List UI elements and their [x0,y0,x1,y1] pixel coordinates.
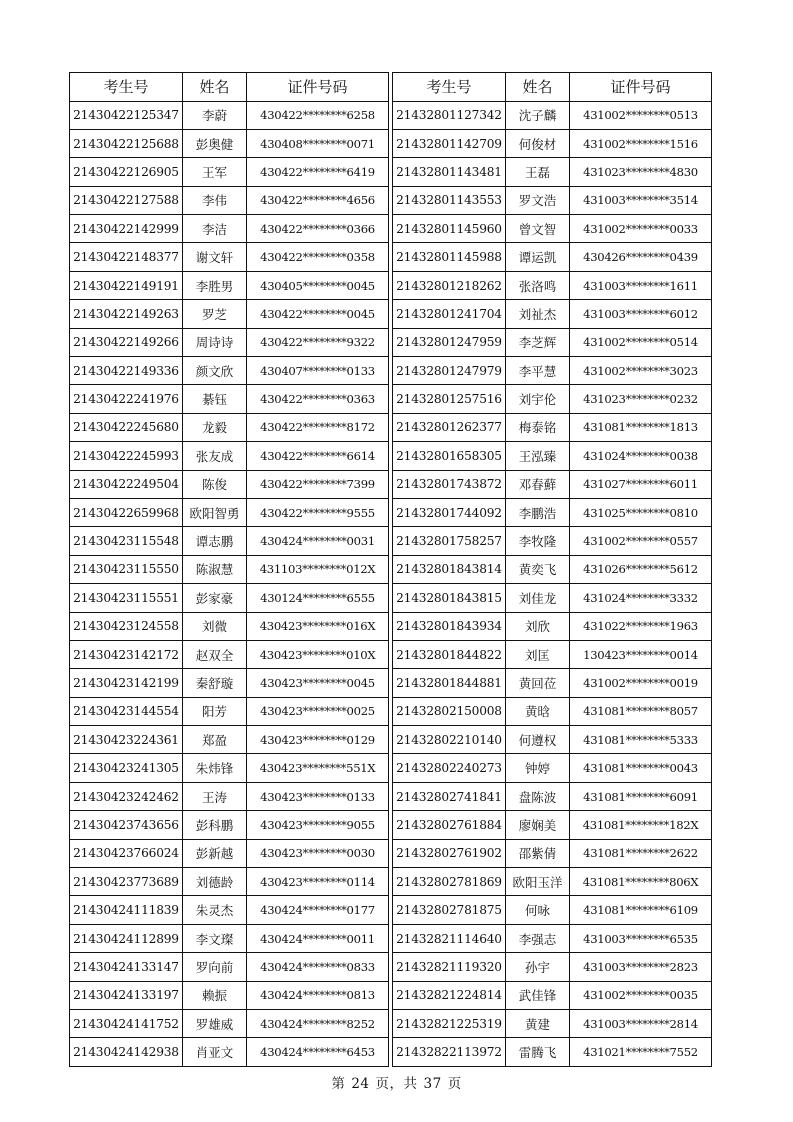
left-name-cell: 欧阳智勇 [183,498,247,526]
candidate-table-wrap [69,72,711,1067]
left-id-no-cell: 430422********6258 [247,101,389,129]
table-row [70,697,712,725]
right-name-cell: 李牧隆 [506,527,570,555]
right-name-cell: 谭运凯 [506,243,570,271]
right-name-cell: 邵紫倩 [506,839,570,867]
right-id-no-cell: 431081********6091 [570,782,712,810]
table-row [70,868,712,896]
footer-middle: 页，共 [375,1076,418,1092]
table-row [70,811,712,839]
right-name-cell: 武佳锋 [506,981,570,1009]
table-row [70,612,712,640]
right-name-cell: 邓春蘚 [506,470,570,498]
left-exam-no-cell: 21430423142199 [70,669,183,697]
right-exam-no-cell: 21432801743872 [393,470,506,498]
table-row [70,101,712,129]
left-exam-no-cell: 21430423766024 [70,839,183,867]
left-exam-no-cell: 21430422125688 [70,129,183,157]
right-name-cell: 刘祉杰 [506,300,570,328]
footer-current-page: 24 [351,1076,370,1092]
left-id-no-cell: 430424********0813 [247,981,389,1009]
left-exam-no-cell: 21430423124558 [70,612,183,640]
left-exam-no-cell: 21430422149191 [70,271,183,299]
right-name-cell: 李平慧 [506,357,570,385]
left-id-no-cell: 430423********0129 [247,726,389,754]
left-id-no-cell: 430422********0045 [247,300,389,328]
right-exam-no-cell: 21432821224814 [393,981,506,1009]
right-name-cell: 廖娴美 [506,811,570,839]
left-exam-no-cell: 21430422126905 [70,158,183,186]
table-row [70,640,712,668]
header-name-right: 姓名 [506,73,570,102]
right-id-no-cell: 431081********6109 [570,896,712,924]
left-exam-no-cell: 21430422149266 [70,328,183,356]
right-id-no-cell: 431022********1963 [570,612,712,640]
left-name-cell: 李胜男 [183,271,247,299]
right-name-cell: 黄晗 [506,697,570,725]
right-exam-no-cell: 21432801143553 [393,186,506,214]
left-id-no-cell: 430424********0177 [247,896,389,924]
left-name-cell: 彭奥健 [183,129,247,157]
left-name-cell: 李文璨 [183,924,247,952]
left-name-cell: 阳芳 [183,697,247,725]
table-row [70,1038,712,1066]
right-exam-no-cell: 21432801257516 [393,385,506,413]
right-exam-no-cell: 21432802761902 [393,839,506,867]
left-id-no-cell: 430422********4656 [247,186,389,214]
table-row [70,839,712,867]
table-row [70,953,712,981]
right-name-cell: 罗文浩 [506,186,570,214]
left-name-cell: 彭家豪 [183,584,247,612]
left-exam-no-cell: 21430423144554 [70,697,183,725]
right-name-cell: 雷腾飞 [506,1038,570,1066]
right-id-no-cell: 431002********0513 [570,101,712,129]
right-exam-no-cell: 21432801247959 [393,328,506,356]
right-exam-no-cell: 21432801218262 [393,271,506,299]
left-exam-no-cell: 21430422659968 [70,498,183,526]
right-id-no-cell: 431003********6012 [570,300,712,328]
left-exam-no-cell: 21430423224361 [70,726,183,754]
right-exam-no-cell: 21432802761884 [393,811,506,839]
right-name-cell: 盘陈波 [506,782,570,810]
right-name-cell: 黄建 [506,1010,570,1038]
right-name-cell: 李芝辉 [506,328,570,356]
right-id-no-cell: 430426********0439 [570,243,712,271]
right-name-cell: 刘欣 [506,612,570,640]
table-row [70,357,712,385]
right-id-no-cell: 431026********5612 [570,555,712,583]
left-exam-no-cell: 21430423115550 [70,555,183,583]
left-name-cell: 罗芝 [183,300,247,328]
right-id-no-cell: 431081********182X [570,811,712,839]
right-name-cell: 何咏 [506,896,570,924]
right-id-no-cell: 431002********0514 [570,328,712,356]
table-body [70,101,712,1066]
header-exam-no-right: 考生号 [393,73,506,102]
left-exam-no-cell: 21430423242462 [70,782,183,810]
left-id-no-cell: 430424********0031 [247,527,389,555]
right-id-no-cell: 431081********8057 [570,697,712,725]
table-row [70,1010,712,1038]
right-exam-no-cell: 21432801145960 [393,215,506,243]
table-row [70,215,712,243]
header-name-left: 姓名 [183,73,247,102]
right-exam-no-cell: 21432801843934 [393,612,506,640]
right-name-cell: 何遵权 [506,726,570,754]
right-name-cell: 曾文智 [506,215,570,243]
left-name-cell: 王涛 [183,782,247,810]
table-row [70,896,712,924]
left-name-cell: 颜文欣 [183,357,247,385]
right-id-no-cell: 431025********0810 [570,498,712,526]
left-id-no-cell: 430423********010X [247,640,389,668]
table-row [70,186,712,214]
left-exam-no-cell: 21430423773689 [70,868,183,896]
left-id-no-cell: 430424********6453 [247,1038,389,1066]
right-id-no-cell: 431024********0038 [570,442,712,470]
left-id-no-cell: 430424********0011 [247,924,389,952]
right-exam-no-cell: 21432802781869 [393,868,506,896]
left-id-no-cell: 430422********0366 [247,215,389,243]
right-name-cell: 刘宇伦 [506,385,570,413]
right-name-cell: 黄回莅 [506,669,570,697]
table-row [70,754,712,782]
left-id-no-cell: 430423********0030 [247,839,389,867]
left-id-no-cell: 430124********6555 [247,584,389,612]
table-row [70,271,712,299]
right-id-no-cell: 431081********806X [570,868,712,896]
right-exam-no-cell: 21432802150008 [393,697,506,725]
right-exam-no-cell: 21432801262377 [393,413,506,441]
right-exam-no-cell: 21432801844881 [393,669,506,697]
right-exam-no-cell: 21432802741841 [393,782,506,810]
left-name-cell: 刘微 [183,612,247,640]
right-exam-no-cell: 21432801143481 [393,158,506,186]
right-id-no-cell: 431027********6011 [570,470,712,498]
left-name-cell: 张友成 [183,442,247,470]
table-row [70,158,712,186]
right-exam-no-cell: 21432822113972 [393,1038,506,1066]
table-row [70,129,712,157]
left-exam-no-cell: 21430424142938 [70,1038,183,1066]
table-row [70,981,712,1009]
left-exam-no-cell: 21430422249504 [70,470,183,498]
table-row [70,782,712,810]
right-id-no-cell: 431081********2622 [570,839,712,867]
right-exam-no-cell: 21432821119320 [393,953,506,981]
left-name-cell: 李伟 [183,186,247,214]
left-exam-no-cell: 21430423241305 [70,754,183,782]
right-id-no-cell: 431081********1813 [570,413,712,441]
right-name-cell: 欧阳玉洋 [506,868,570,896]
left-name-cell: 秦舒璇 [183,669,247,697]
right-name-cell: 梅泰铭 [506,413,570,441]
header-id-no-left: 证件号码 [247,73,389,102]
right-id-no-cell: 431003********6535 [570,924,712,952]
right-id-no-cell: 431023********0232 [570,385,712,413]
table-row [70,243,712,271]
footer-prefix: 第 [331,1076,346,1092]
left-exam-no-cell: 21430422125347 [70,101,183,129]
right-exam-no-cell: 21432801241704 [393,300,506,328]
left-name-cell: 綦钰 [183,385,247,413]
table-row [70,328,712,356]
left-exam-no-cell: 21430422148377 [70,243,183,271]
left-name-cell: 罗雄威 [183,1010,247,1038]
left-id-no-cell: 430422********6614 [247,442,389,470]
left-name-cell: 朱灵杰 [183,896,247,924]
right-id-no-cell: 431023********4830 [570,158,712,186]
right-name-cell: 刘匡 [506,640,570,668]
right-name-cell: 张洛鸣 [506,271,570,299]
left-exam-no-cell: 21430424133197 [70,981,183,1009]
right-exam-no-cell: 21432801758257 [393,527,506,555]
left-name-cell: 彭新越 [183,839,247,867]
right-exam-no-cell: 21432802240273 [393,754,506,782]
right-name-cell: 李强志 [506,924,570,952]
left-name-cell: 李洁 [183,215,247,243]
left-name-cell: 龙毅 [183,413,247,441]
right-id-no-cell: 431081********5333 [570,726,712,754]
right-exam-no-cell: 21432801843814 [393,555,506,583]
right-id-no-cell: 431003********2823 [570,953,712,981]
table-row [70,470,712,498]
left-name-cell: 李蔚 [183,101,247,129]
right-id-no-cell: 431002********0033 [570,215,712,243]
left-id-no-cell: 430422********7399 [247,470,389,498]
right-id-no-cell: 431002********3023 [570,357,712,385]
left-exam-no-cell: 21430422149336 [70,357,183,385]
left-name-cell: 陈淑慧 [183,555,247,583]
right-exam-no-cell: 21432801145988 [393,243,506,271]
left-name-cell: 彭科鹏 [183,811,247,839]
left-exam-no-cell: 21430424112899 [70,924,183,952]
table-row [70,300,712,328]
right-id-no-cell: 431024********3332 [570,584,712,612]
left-name-cell: 罗向前 [183,953,247,981]
right-name-cell: 钟婷 [506,754,570,782]
footer-total-pages: 37 [423,1076,442,1092]
right-id-no-cell: 431021********7552 [570,1038,712,1066]
left-id-no-cell: 430423********9055 [247,811,389,839]
left-name-cell: 赖振 [183,981,247,1009]
left-name-cell: 王军 [183,158,247,186]
table-row [70,924,712,952]
left-id-no-cell: 430423********0114 [247,868,389,896]
left-id-no-cell: 430423********551X [247,754,389,782]
right-id-no-cell: 130423********0014 [570,640,712,668]
left-id-no-cell: 430422********9322 [247,328,389,356]
left-name-cell: 朱炜锋 [183,754,247,782]
table-row [70,584,712,612]
right-id-no-cell: 431002********1516 [570,129,712,157]
table-row [70,527,712,555]
left-name-cell: 肖亚文 [183,1038,247,1066]
left-exam-no-cell: 21430423115551 [70,584,183,612]
left-id-no-cell: 430422********0358 [247,243,389,271]
left-id-no-cell: 430407********0133 [247,357,389,385]
footer-suffix: 页 [447,1076,462,1092]
left-name-cell: 赵双全 [183,640,247,668]
left-exam-no-cell: 21430422245680 [70,413,183,441]
table-row [70,669,712,697]
left-exam-no-cell: 21430423142172 [70,640,183,668]
left-id-no-cell: 430423********0045 [247,669,389,697]
table-row [70,498,712,526]
left-name-cell: 谢文轩 [183,243,247,271]
left-exam-no-cell: 21430423743656 [70,811,183,839]
left-id-no-cell: 430422********6419 [247,158,389,186]
header-exam-no-left: 考生号 [70,73,183,102]
left-exam-no-cell: 21430422245993 [70,442,183,470]
left-exam-no-cell: 21430424133147 [70,953,183,981]
right-exam-no-cell: 21432801142709 [393,129,506,157]
left-id-no-cell: 430423********0133 [247,782,389,810]
left-id-no-cell: 430422********8172 [247,413,389,441]
right-id-no-cell: 431003********1611 [570,271,712,299]
table-row [70,385,712,413]
left-exam-no-cell: 21430422149263 [70,300,183,328]
right-name-cell: 沈子麟 [506,101,570,129]
header-id-no-right: 证件号码 [570,73,712,102]
left-id-no-cell: 430422********0363 [247,385,389,413]
left-id-no-cell: 430423********0025 [247,697,389,725]
left-name-cell: 陈俊 [183,470,247,498]
right-exam-no-cell: 21432801843815 [393,584,506,612]
table-row [70,442,712,470]
left-id-no-cell: 430424********8252 [247,1010,389,1038]
right-exam-no-cell: 21432802210140 [393,726,506,754]
table-row [70,726,712,754]
right-exam-no-cell: 21432802781875 [393,896,506,924]
left-id-no-cell: 430422********9555 [247,498,389,526]
right-id-no-cell: 431002********0035 [570,981,712,1009]
left-id-no-cell: 430408********0071 [247,129,389,157]
right-id-no-cell: 431003********3514 [570,186,712,214]
table-header-row [70,73,712,102]
right-name-cell: 黄奕飞 [506,555,570,583]
left-exam-no-cell: 21430424141752 [70,1010,183,1038]
left-id-no-cell: 430424********0833 [247,953,389,981]
left-name-cell: 周诗诗 [183,328,247,356]
page-footer [0,1072,793,1092]
right-exam-no-cell: 21432801844822 [393,640,506,668]
left-name-cell: 谭志鹏 [183,527,247,555]
left-exam-no-cell: 21430422241976 [70,385,183,413]
left-id-no-cell: 430423********016X [247,612,389,640]
right-id-no-cell: 431002********0019 [570,669,712,697]
right-id-no-cell: 431081********0043 [570,754,712,782]
candidate-table [69,72,712,1067]
right-name-cell: 孙宇 [506,953,570,981]
left-name-cell: 刘德龄 [183,868,247,896]
right-exam-no-cell: 21432801247979 [393,357,506,385]
right-id-no-cell: 431002********0557 [570,527,712,555]
left-name-cell: 郑盈 [183,726,247,754]
right-name-cell: 李鹏浩 [506,498,570,526]
left-exam-no-cell: 21430424111839 [70,896,183,924]
table-row [70,555,712,583]
right-name-cell: 何俊材 [506,129,570,157]
right-name-cell: 刘佳龙 [506,584,570,612]
right-exam-no-cell: 21432801744092 [393,498,506,526]
table-row [70,413,712,441]
left-id-no-cell: 431103********012X [247,555,389,583]
left-id-no-cell: 430405********0045 [247,271,389,299]
left-exam-no-cell: 21430422142999 [70,215,183,243]
right-id-no-cell: 431003********2814 [570,1010,712,1038]
left-exam-no-cell: 21430422127588 [70,186,183,214]
right-name-cell: 王磊 [506,158,570,186]
left-exam-no-cell: 21430423115548 [70,527,183,555]
right-exam-no-cell: 21432801127342 [393,101,506,129]
right-exam-no-cell: 21432801658305 [393,442,506,470]
right-name-cell: 王泓臻 [506,442,570,470]
right-exam-no-cell: 21432821114640 [393,924,506,952]
right-exam-no-cell: 21432821225319 [393,1010,506,1038]
